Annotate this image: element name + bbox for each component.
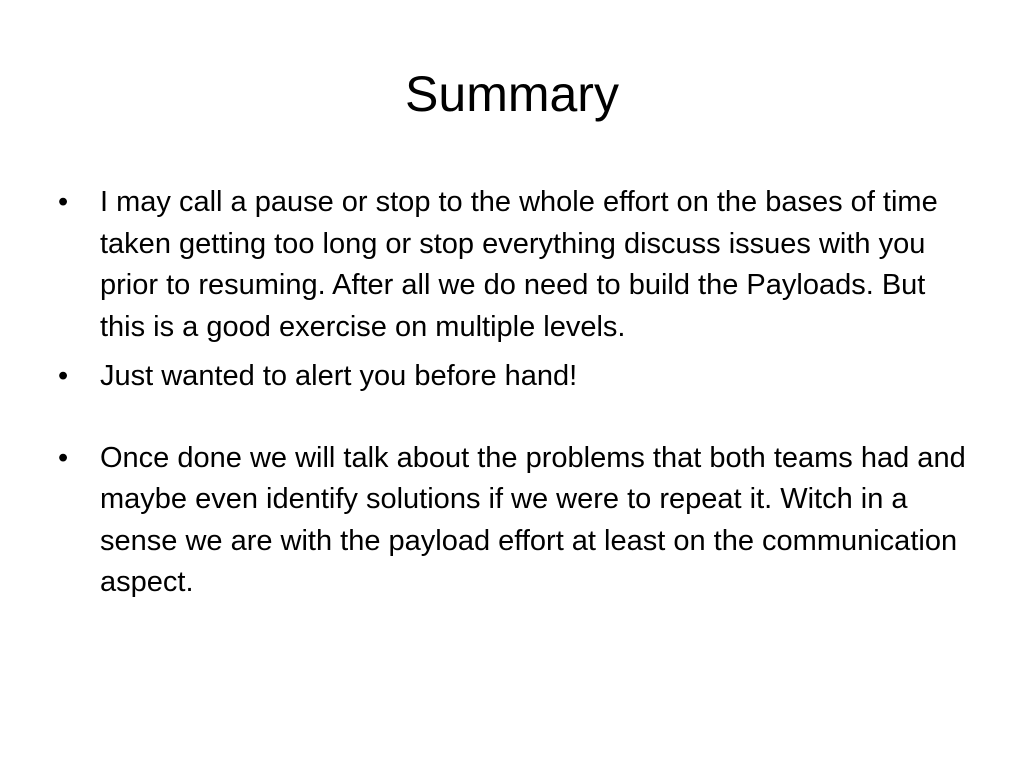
bullet-item-3 bbox=[58, 438, 968, 604]
bullet-icon: • bbox=[58, 186, 69, 218]
bullet-item-2 bbox=[58, 356, 968, 398]
bullet-icon: • bbox=[58, 360, 69, 392]
bullet-text: Just wanted to alert you before hand! bbox=[100, 360, 578, 392]
bullet-text: Once done we will talk about the problems that both teams had and maybe even identify solutions if we were to repeat it. Witch in a sense we are with the payload effort at least on the communication aspect. bbox=[100, 441, 966, 598]
bullet-text: I may call a pause or stop to the whole effort on the bases of time taken getting too long or stop everything discuss issues with you prior to resuming. After all we do need to build the Payloads. But this is a good exercise on multiple levels. bbox=[100, 186, 938, 343]
bullet-icon: • bbox=[58, 441, 69, 474]
bullet-item-1 bbox=[58, 182, 968, 348]
bullet-list bbox=[58, 182, 968, 604]
slide-title: Summary bbox=[405, 66, 619, 122]
